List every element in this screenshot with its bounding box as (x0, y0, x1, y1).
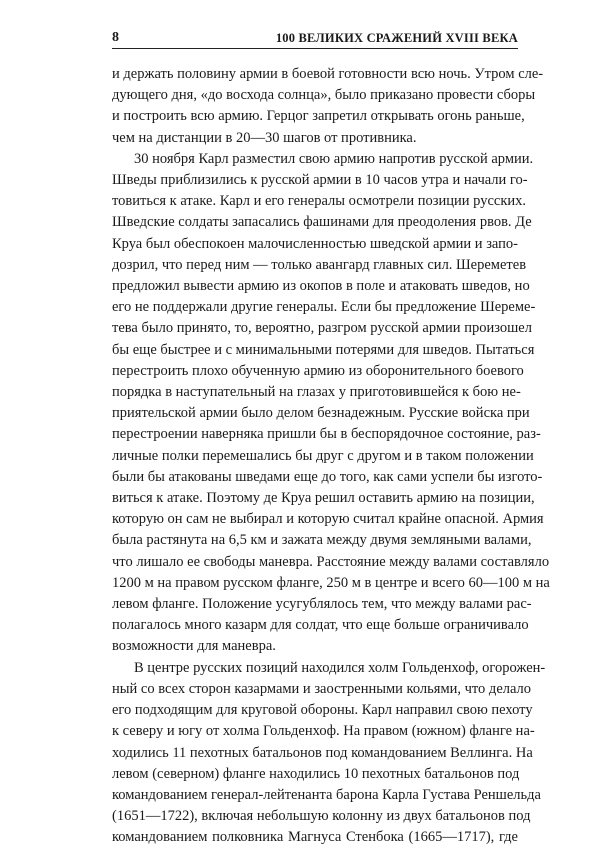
text-line: его не поддержали другие генералы. Если бы предложение Шереме- (112, 299, 536, 316)
text-line: чем на дистанции в 20—30 шагов от противника. (112, 129, 417, 146)
text-line: левом (северном) фланге находились 10 пехотных батальонов под (112, 765, 520, 782)
text-line: Шведы приблизились к русской армии в 10 часов утра и начали го- (112, 172, 528, 189)
text-line: Круа был обеспокоен малочисленностью шведской армии и запо- (112, 235, 518, 252)
text-line: дозрил, что перед ним — только авангард главных сил. Шереметев (112, 256, 527, 273)
text-line: командованием генерал-лейтенанта барона Карла Густава Реншельда (112, 786, 541, 803)
text-line: бы еще быстрее и с минимальными потерями для шведов. Пытаться (112, 341, 535, 358)
text-line: ходились 11 пехотных батальонов под командованием Веллинга. На (112, 744, 533, 761)
paragraph-1 (112, 64, 544, 149)
paragraph-2 (112, 149, 550, 658)
text-line: возможности для маневра. (112, 638, 276, 655)
text-line: приятельской армии было делом безнадежным. Русские войска при (112, 405, 530, 422)
paragraph-3 (112, 658, 546, 849)
body-text (112, 64, 550, 849)
text-line: товиться к атаке. Карл и его генералы осмотрели позиции русских. (112, 193, 527, 210)
text-line: и построить всю армию. Герцог запретил открывать огонь раньше, (112, 108, 525, 125)
text-line: которую он сам не выбирал и которую считал крайне опасной. Армия (112, 511, 544, 528)
text-line: полагалось много казарм для солдат, что еще больше ограничивало (112, 617, 529, 634)
text-line: была растянута на 6,5 км и зажата между двумя земляными валами, (112, 532, 532, 549)
text-line: предложил вывести армию из окопов в поле и атаковать шведов, но (112, 278, 530, 295)
text-line: Шведские солдаты запасались фашинами для преодоления рвов. Де (112, 214, 532, 231)
text-line: перестроить плохо обученную армию из оборонительного боевого (112, 362, 524, 379)
text-line: порядка в наступательный на глазах у приготовившейся к бою не- (112, 384, 521, 401)
page-header (112, 28, 518, 49)
text-line: были бы атакованы шведами еще до того, как сами успели бы изгото- (112, 468, 543, 485)
text-line: что лишало ее свободы маневра. Расстояние между валами составляло (112, 553, 550, 570)
text-line: тева было принято, то, вероятно, разгром русской армии произошел (112, 320, 532, 337)
text-line: виться к атаке. Поэтому де Круа решил оставить армию на позиции, (112, 490, 535, 507)
text-line: дующего дня, «до восхода солнца», было приказано провести сборы (112, 87, 536, 104)
text-line: ный со всех сторон казармами и заостренными кольями, что делало (112, 680, 532, 697)
text-line: перестроении наверняка пришли бы в беспорядочное состояние, раз- (112, 426, 541, 443)
page-number: 8 (112, 30, 119, 45)
text-line: к северу и югу от холма Гольденхоф. На правом (южном) фланге на- (112, 723, 535, 740)
text-line: 1200 м на правом русском фланге, 250 м в центре и всего 60—100 м на (112, 574, 550, 591)
text-line: личные полки перемешались бы друг с другом и в таком положении (112, 447, 534, 464)
text-line: 30 ноября Карл разместил свою армию напротив русской армии. (134, 150, 534, 167)
text-line: его подходящим для круговой обороны. Карл направил свою пехоту (112, 702, 533, 719)
running-title: 100 ВЕЛИКИХ СРАЖЕНИЙ XVIII ВЕКА (275, 31, 518, 45)
text-line: и держать половину армии в боевой готовности всю ночь. Утром сле- (112, 66, 544, 82)
text-line: командованием полковника Магнуса Стенбока (1665—1717), где (112, 829, 518, 846)
text-line: В центре русских позиций находился холм Гольденхоф, огорожен- (134, 659, 546, 676)
text-line: (1651—1722), включая небольшую колонну из двух батальонов под (112, 808, 531, 825)
text-line: левом фланге. Положение усугублялось тем, что между валами рас- (112, 596, 532, 613)
